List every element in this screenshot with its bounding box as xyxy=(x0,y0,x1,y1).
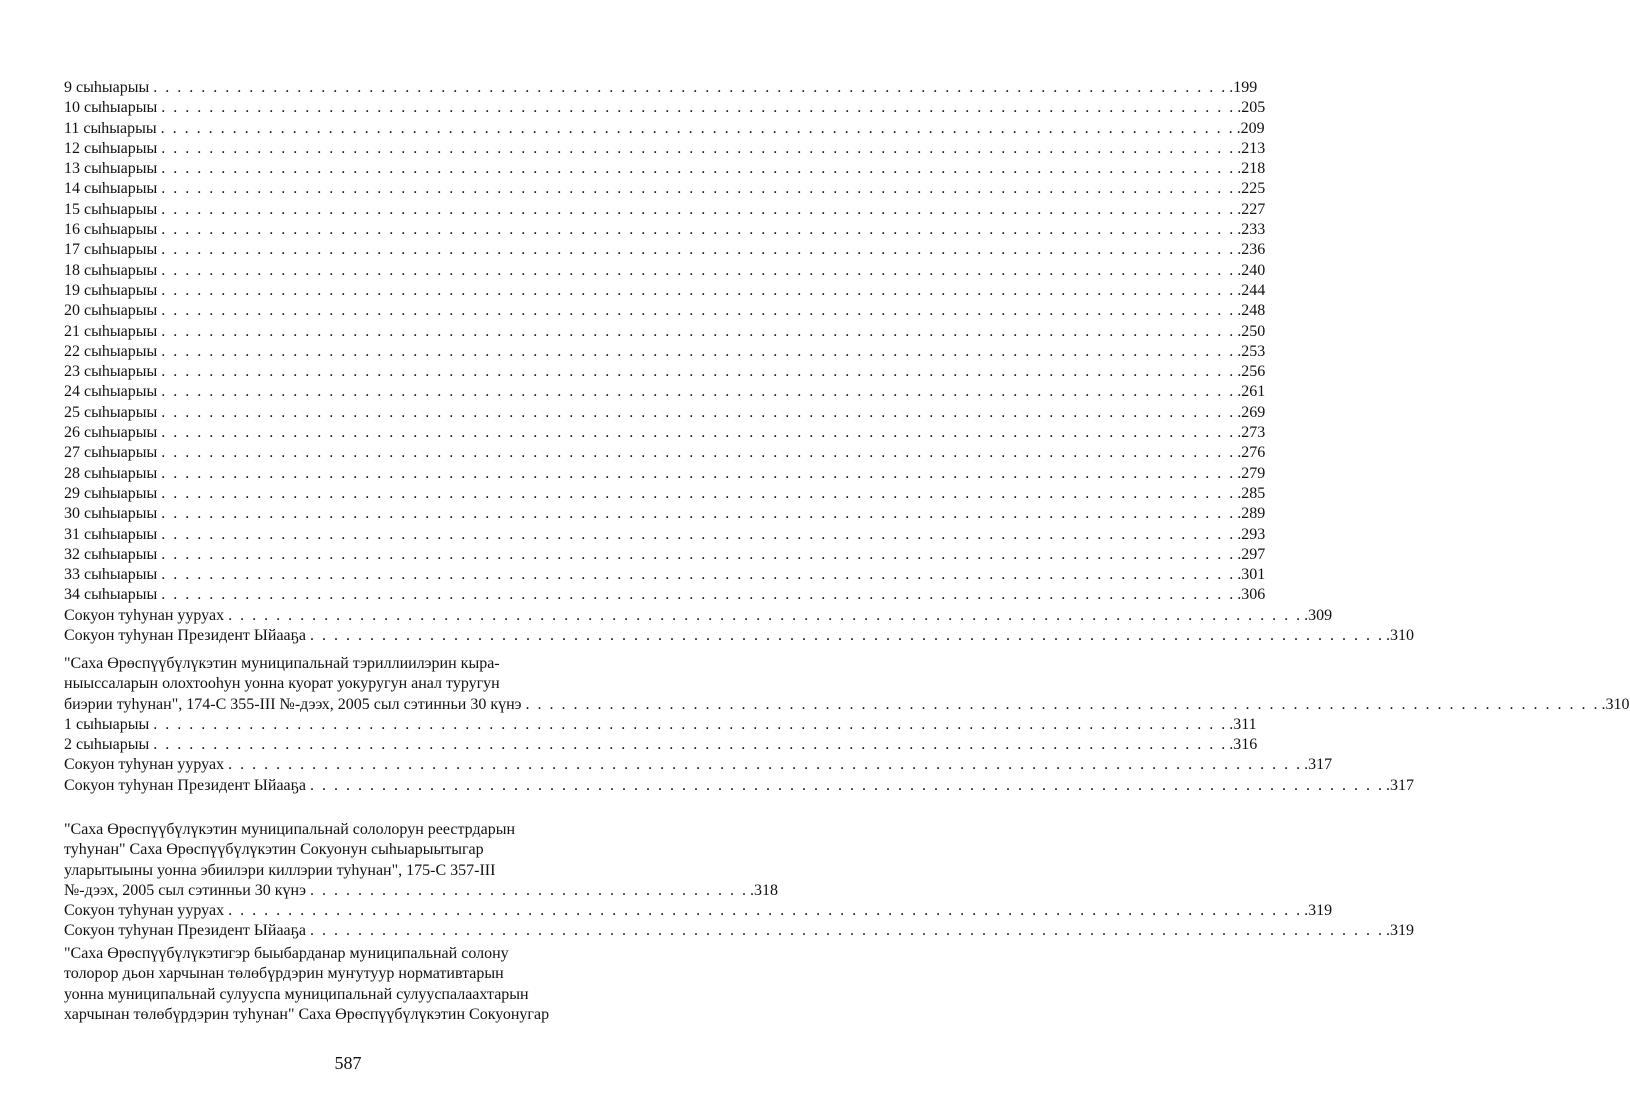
toc-entry-label: 24 сыһыарыы xyxy=(64,383,158,401)
toc-entry[interactable] xyxy=(64,78,1258,98)
toc-entry[interactable] xyxy=(64,261,1266,281)
toc-entry[interactable] xyxy=(64,281,1266,301)
toc-entry-page: .248 xyxy=(1237,302,1266,320)
toc-entry-label: 14 сыһыарыы xyxy=(64,180,158,198)
toc-entry[interactable] xyxy=(64,881,778,901)
toc-entry-page: .233 xyxy=(1237,221,1266,239)
toc-entry-label: Сокуон туһунан ууруах xyxy=(64,606,225,624)
toc-entry[interactable] xyxy=(64,139,1266,159)
toc-entry[interactable] xyxy=(64,179,1266,199)
leader-dots: . . . . . . . . . . . . . . . . . . . . . . . . . . . . . . . . . . . . . . . . . . . . . . . . . . . . . . . . . . . . . . . . . . . . . . . . . . . . . . . . . . . . . . . . . . xyxy=(161,180,1236,198)
toc-entry-label: 31 сыһыарыы xyxy=(64,525,158,543)
leader-dots: . . . . . . . . . . . . . . . . . . . . . . . . . . . . . . . . . . . . . . . . . . . . . . . . . . . . . . . . . . . . . . . . . . . . . . . . . . . . . . . . . . . . . . . . . . xyxy=(309,922,1384,940)
toc-entry-label: Сокуон туһунан ууруах xyxy=(64,756,225,774)
toc-entry-label: 25 сыһыарыы xyxy=(64,403,158,421)
leader-dots: . . . . . . . . . . . . . . . . . . . . . . . . . . . . . . . . . . . . . . . . . . . . . . . . . . . . . . . . . . . . . . . . . . . . . . . . . . . . . . . . . . . . . . . . . . xyxy=(161,221,1236,239)
toc-entry-label: 20 сыһыарыы xyxy=(64,302,158,320)
toc-entry[interactable] xyxy=(64,606,1333,626)
toc-entry-label: 28 сыһыарыы xyxy=(64,464,158,482)
toc-entry-label: биэрии туһунан", 174-С 355-III №-дээх, 2005 сыл сэтинньи 30 күнэ xyxy=(64,695,522,713)
toc-entry-label: 26 сыһыарыы xyxy=(64,424,158,442)
section-title-line: "Саха Өрөспүүбүлүкэтигэр быыбарданар муниципальнай солону xyxy=(64,945,509,962)
toc-entry-page: .269 xyxy=(1237,403,1266,421)
leader-dots: . . . . . . . . . . . . . . . . . . . . . . . . . . . . . . . . . . . . . . . . . . . . . . . . . . . . . . . . . . . . . . . . . . . . . . . . . . . . . . . . . . . . . . . . . . xyxy=(309,627,1384,645)
toc-entry-label: 16 сыһыарыы xyxy=(64,221,158,239)
toc-entry[interactable] xyxy=(64,626,1414,646)
leader-dots: . . . . . . . . . . . . . . . . . . . . . . . . . . . . . . . . . . . . . . . . . . . . . . . . . . . . . . . . . . . . . . . . . . . . . . . . . . . . . . . . . . . . . . . . . . xyxy=(161,261,1236,279)
toc-entry-page: .250 xyxy=(1237,322,1266,340)
toc-entry-page: .276 xyxy=(1237,444,1266,462)
toc-entry[interactable] xyxy=(64,220,1266,240)
toc-entry-page: .199 xyxy=(1229,79,1258,96)
toc-entry-label: 10 сыһыарыы xyxy=(64,99,158,117)
toc-entry-page: .279 xyxy=(1237,464,1266,482)
leader-dots: . . . . . . . . . . . . . . . . . . . . . . . . . . . . . . . . . . . . . . . . . . . . . . . . . . . . . . . . . . . . . . . . . . . . . . . . . . . . . . . . . . . . . . . . . . xyxy=(161,200,1236,218)
toc-entry-page: .310 xyxy=(1385,627,1414,645)
toc-entry-page: .309 xyxy=(1304,606,1333,624)
toc-entry-page: .273 xyxy=(1237,424,1266,442)
toc-entry[interactable] xyxy=(64,464,1266,484)
toc-entry[interactable] xyxy=(64,585,1266,605)
toc-entry-label: Сокуон туһунан ууруах xyxy=(64,902,225,920)
toc-entry[interactable] xyxy=(64,301,1266,321)
toc-entry-label: 19 сыһыарыы xyxy=(64,281,158,299)
leader-dots: . . . . . . . . . . . . . . . . . . . . . . . . . . . . . . . . . . . . . . . . . . . . . . . . . . . . . . . . . . . . . . . . . . . . . . . . . . . . . . . . . . . . . . . . . . xyxy=(228,606,1303,624)
toc-section-municipal-capital-status xyxy=(64,654,1630,796)
toc-entry[interactable] xyxy=(64,443,1266,463)
toc-entry[interactable] xyxy=(64,322,1266,342)
toc-entry-label: №-дээх, 2005 сыл сэтинньи 30 күнэ xyxy=(64,881,306,899)
toc-entry-label: 18 сыһыарыы xyxy=(64,261,158,279)
leader-dots: . . . . . . . . . . . . . . . . . . . . . . . . . . . . . . . . . . . . . . . . . . . . . . . . . . . . . . . . . . . . . . . . . . . . . . . . . . . . . . . . . . . . . . . . . . xyxy=(161,545,1236,563)
toc-entry-page: .240 xyxy=(1237,261,1266,279)
toc-entry-page: .213 xyxy=(1237,139,1266,157)
leader-dots: . . . . . . . . . . . . . . . . . . . . . . . . . . . . . . . . . . . . . . . . . . . . . . . . . . . . . . . . . . . . . . . . . . . . . . . . . . . . . . . . . . . . . . . . . . xyxy=(161,566,1236,584)
section-title-line: туһунан" Саха Өрөспүүбүлүкэтин Сокуонун сыһыарыытыгар xyxy=(64,841,484,859)
toc-entry-page: .244 xyxy=(1237,281,1266,299)
toc-entry[interactable] xyxy=(64,119,1265,139)
toc-entry-label: 2 сыһыарыы xyxy=(64,736,150,754)
toc-entry-page: .285 xyxy=(1237,484,1266,502)
leader-dots: . . . . . . . . . . . . . . . . . . . . . . . . . . . . . . . . . . . . . . . . . . . . . . . . . . . . . . . . . . . . . . . . . . . . . . . . . . . . . . . . . . . . . . . . . . xyxy=(153,736,1228,754)
toc-entry-label: 12 сыһыарыы xyxy=(64,139,158,157)
toc-entry-label: 9 сыһыарыы xyxy=(64,79,150,96)
toc-entry-page: .319 xyxy=(1385,922,1414,940)
toc-entry-page: .236 xyxy=(1237,241,1266,259)
toc-entry-label: 23 сыһыарыы xyxy=(64,363,158,381)
leader-dots: . . . . . . . . . . . . . . . . . . . . . . . . . . . . . . . . . . . . . . . . . . . . . . . . . . . . . . . . . . . . . . . . . . . . . . . . . . . . . . . . . . . . . . . . . . xyxy=(309,776,1384,794)
section-title-line: харчынан төлөбүрдэрин туһунан" Саха Өрөспүүбүлүкэтин Сокуонугар xyxy=(64,1005,550,1023)
toc-section-municipal-payments xyxy=(64,944,612,1025)
section-title-line: уларытыыны уонна эбиилэри киллэрии туһунан", 175-С 357-III xyxy=(64,861,496,879)
leader-dots: . . . . . . . . . . . . . . . . . . . . . . . . . . . . . . . . . . . . . . . . . . . . . . . . . . . . . . . . . . . . . . . . . . . . . . . . . . . . . . . . . . . . . . . . . . xyxy=(525,695,1600,713)
leader-dots: . . . . . . . . . . . . . . . . . . . . . . . . . . . . . . . . . . . . . . . . . . . . . . . . . . . . . . . . . . . . . . . . . . . . . . . . . . . . . . . . . . . . . . . . . . xyxy=(161,484,1236,502)
toc-entry-label: 32 сыһыарыы xyxy=(64,545,158,563)
toc-entry[interactable] xyxy=(64,159,1266,179)
toc-entry-page: .310 xyxy=(1601,695,1630,713)
toc-entry-label: Сокуон туһунан Президент Ыйааҕа xyxy=(64,776,306,794)
leader-dots: . . . . . . . . . . . . . . . . . . . . . . . . . . . . . . . . . . . . . . . . . . . . . . . . . . . . . . . . . . . . . . . . . . . . . . . . . . . . . . . . . . . . . . . . . . xyxy=(161,424,1236,442)
toc-entry-page: .289 xyxy=(1237,505,1266,523)
toc-entry[interactable] xyxy=(64,342,1266,362)
toc-entry[interactable] xyxy=(64,98,1266,118)
leader-dots: . . . . . . . . . . . . . . . . . . . . . . . . . . . . . . . . . . . . . . . . . . . . . . . . . . . . . . . . . . . . . . . . . . . . . . . . . . . . . . . . . . . . . . . . . . xyxy=(161,363,1236,381)
leader-dots: . . . . . . . . . . . . . . . . . . . . . . . . . . . . . . . . . . . . . . . . . . . . . . . . . . . . . . . . . . . . . . . . . . . . . . . . . . . . . . . . . . . . . . . . . . xyxy=(161,403,1236,421)
leader-dots: . . . . . . . . . . . . . . . . . . . . . . . . . . . . . . . . . . . . . . . . . . . . . . . . . . . . . . . . . . . . . . . . . . . . . . . . . . . . . . . . . . . . . . . . . . xyxy=(161,586,1236,604)
section-title-line: толорор дьон харчынан төлөбүрдэрин муҥутуур нормативтарын xyxy=(64,965,504,983)
toc-entry-page: .293 xyxy=(1237,525,1266,543)
section-title-line: уонна муниципальнай сулууспа муниципальнай сулууспалаахтарын xyxy=(64,985,529,1003)
leader-dots: . . . . . . . . . . . . . . . . . . . . . . . . . . . . . . . . . . . . . . . . . . . . . . . . . . . . . . . . . . . . . . . . . . . . . . . . . . . . . . . . . . . . . . . . . . xyxy=(161,464,1236,482)
leader-dots: . . . . . . . . . . . . . . . . . . . . . . . . . . . . . . . . . . . . . . . . . . . . . . . . . . . . . . . . . . . . . . . . . . . . . . . . . . . . . . . . . . . . . . . . . . xyxy=(161,302,1236,320)
leader-dots: . . . . . . . . . . . . . . . . . . . . . . . . . . . . . . . . . . . . . . . . . . . . . . . . . . . . . . . . . . . . . . . . . . . . . . . . . . . . . . . . . . . . . . . . . . xyxy=(160,119,1235,137)
leader-dots: . . . . . . . . . . . . . . . . . . . . . . . . . . . . . . . . . . . . . . . . . . . . . . . . . . . . . . . . . . . . . . . . . . . . . . . . . . . . . . . . . . . . . . . . . . xyxy=(161,99,1236,117)
toc-entry-page: .253 xyxy=(1237,342,1266,360)
toc-list xyxy=(64,78,1414,646)
toc-entry-label: 11 сыһыарыы xyxy=(64,119,157,137)
toc-entry-page: .227 xyxy=(1237,200,1266,218)
section-title-line: "Саха Өрөспүүбүлүкэтин муниципальнай тэриллиилэрин кыра- xyxy=(64,655,500,672)
toc-entry-page: .261 xyxy=(1237,383,1266,401)
leader-dots: . . . . . . . . . . . . . . . . . . . . . . . . . . . . . . . . . . . . . . . . . . . . . . . . . . . . . . . . . . . . . . . . . . . . . . . . . . . . . . . . . . . . . . . . . . xyxy=(153,715,1228,733)
toc-entry-page: .256 xyxy=(1237,363,1266,381)
toc-entry-page: .225 xyxy=(1237,180,1266,198)
toc-entry-label: 30 сыһыарыы xyxy=(64,505,158,523)
leader-dots: . . . . . . . . . . . . . . . . . . . . . . . . . . . . . . . . . . . . . . . . . . . . . . . . . . . . . . . . . . . . . . . . . . . . . . . . . . . . . . . . . . . . . . . . . . xyxy=(161,322,1236,340)
toc-entry-label: 21 сыһыарыы xyxy=(64,322,158,340)
section-title-line: ныыссаларын олохтооһун уонна куорат уокуругун анал туругун xyxy=(64,675,500,693)
toc-entry[interactable] xyxy=(64,423,1266,443)
leader-dots: . . . . . . . . . . . . . . . . . . . . . . . . . . . . . . . . . . . . . . . . . . . . . . . . . . . . . . . . . . . . . . . . . . . . . . . . . . . . . . . . . . . . . . . . . . xyxy=(161,505,1236,523)
leader-dots: . . . . . . . . . . . . . . . . . . . . . . . . . . . . . . . . . . . . . . . . . . . . . . . . . . . . . . . . . . . . . . . . . . . . . . . . . . . . . . . . . . . . . . . . . . xyxy=(161,525,1236,543)
toc-entry[interactable] xyxy=(64,695,1630,715)
toc-entry-page: .316 xyxy=(1229,736,1258,754)
toc-entry[interactable] xyxy=(64,200,1266,220)
toc-entry-page: .218 xyxy=(1237,160,1266,178)
toc-entry-page: .205 xyxy=(1237,99,1266,117)
toc-entry[interactable] xyxy=(64,362,1266,382)
toc-entry[interactable] xyxy=(64,755,1333,775)
toc-entry-page: .209 xyxy=(1236,119,1265,137)
toc-entry-label: 34 сыһыарыы xyxy=(64,586,158,604)
toc-entry[interactable] xyxy=(64,921,1414,941)
toc-entry[interactable] xyxy=(64,565,1266,585)
toc-entry-page: .318 xyxy=(749,881,778,899)
leader-dots: . . . . . . . . . . . . . . . . . . . . . . . . . . . . . . . . . . . . . . . . . . . . . . . . . . . . . . . . . . . . . . . . . . . . . . . . . . . . . . . . . . . . . . . . . . xyxy=(161,342,1236,360)
toc-entry-label: 13 сыһыарыы xyxy=(64,160,158,178)
toc-entry-page: .311 xyxy=(1229,715,1257,733)
leader-dots: . . . . . . . . . . . . . . . . . . . . . . . . . . . . . . . . . . . . . . . . . . . . . . . . . . . . . . . . . . . . . . . . . . . . . . . . . . . . . . . . . . . . . . . . . . xyxy=(161,383,1236,401)
leader-dots: . . . . . . . . . . . . . . . . . . . . . . . . . . . . . . . . . . . . . . . . . . . . . . . . . . . . . . . . . . . . . . . . . . . . . . . . . . . . . . . . . . . . . . . . . . xyxy=(161,139,1236,157)
toc-entry-label: 1 сыһыарыы xyxy=(64,715,150,733)
page-number: 587 xyxy=(334,1053,362,1073)
toc-entry[interactable] xyxy=(64,735,1258,755)
leader-dots: . . . . . . . . . . . . . . . . . . . . . . . . . . . . . . . . . . . . . . . . . . . . . . . . . . . . . . . . . . . . . . . . . . . . . . . . . . . . . . . . . . . . . . . . . . xyxy=(161,444,1236,462)
toc-entry[interactable] xyxy=(64,715,1257,735)
toc-entry[interactable] xyxy=(64,403,1266,423)
toc-entry-label: 17 сыһыарыы xyxy=(64,241,158,259)
toc-entry-label: 15 сыһыарыы xyxy=(64,200,158,218)
toc-entry[interactable] xyxy=(64,901,1333,921)
leader-dots: . . . . . . . . . . . . . . . . . . . . . . . . . . . . . . . . . . . . . . . . . . . . . . . . . . . . . . . . . . . . . . . . . . . . . . . . . . . . . . . . . . . . . . . . . . xyxy=(228,902,1303,920)
toc-entry[interactable] xyxy=(64,240,1266,260)
toc-entry[interactable] xyxy=(64,484,1266,504)
toc-section-municipal-register xyxy=(64,820,1414,942)
leader-dots: . . . . . . . . . . . . . . . . . . . . . . . . . . . . . . . . . . . . . xyxy=(309,881,748,899)
toc-entry-label: 33 сыһыарыы xyxy=(64,566,158,584)
toc-entry-label: 27 сыһыарыы xyxy=(64,444,158,462)
toc-entry-label: 22 сыһыарыы xyxy=(64,342,158,360)
toc-entry[interactable] xyxy=(64,776,1414,796)
toc-entry[interactable] xyxy=(64,525,1266,545)
leader-dots: . . . . . . . . . . . . . . . . . . . . . . . . . . . . . . . . . . . . . . . . . . . . . . . . . . . . . . . . . . . . . . . . . . . . . . . . . . . . . . . . . . . . . . . . . . xyxy=(153,79,1228,96)
toc-entry-page: .319 xyxy=(1304,902,1333,920)
toc-entry-label: 29 сыһыарыы xyxy=(64,484,158,502)
toc-entry-page: .297 xyxy=(1237,545,1266,563)
toc-entry[interactable] xyxy=(64,382,1266,402)
toc-entry-page: .301 xyxy=(1237,566,1266,584)
toc-entry-label: Сокуон туһунан Президент Ыйааҕа xyxy=(64,922,306,940)
leader-dots: . . . . . . . . . . . . . . . . . . . . . . . . . . . . . . . . . . . . . . . . . . . . . . . . . . . . . . . . . . . . . . . . . . . . . . . . . . . . . . . . . . . . . . . . . . xyxy=(161,241,1236,259)
toc-entry-page: .306 xyxy=(1237,586,1266,604)
leader-dots: . . . . . . . . . . . . . . . . . . . . . . . . . . . . . . . . . . . . . . . . . . . . . . . . . . . . . . . . . . . . . . . . . . . . . . . . . . . . . . . . . . . . . . . . . . xyxy=(228,756,1303,774)
section-title-line: "Саха Өрөспүүбүлүкэтин муниципальнай сололорун реестрдарын xyxy=(64,821,516,838)
toc-entry[interactable] xyxy=(64,504,1266,524)
toc-entry-label: Сокуон туһунан Президент Ыйааҕа xyxy=(64,627,306,645)
leader-dots: . . . . . . . . . . . . . . . . . . . . . . . . . . . . . . . . . . . . . . . . . . . . . . . . . . . . . . . . . . . . . . . . . . . . . . . . . . . . . . . . . . . . . . . . . . xyxy=(161,281,1236,299)
leader-dots: . . . . . . . . . . . . . . . . . . . . . . . . . . . . . . . . . . . . . . . . . . . . . . . . . . . . . . . . . . . . . . . . . . . . . . . . . . . . . . . . . . . . . . . . . . xyxy=(161,160,1236,178)
toc-entry-page: .317 xyxy=(1385,776,1414,794)
toc-entry-page: .317 xyxy=(1304,756,1333,774)
toc-entry[interactable] xyxy=(64,545,1266,565)
